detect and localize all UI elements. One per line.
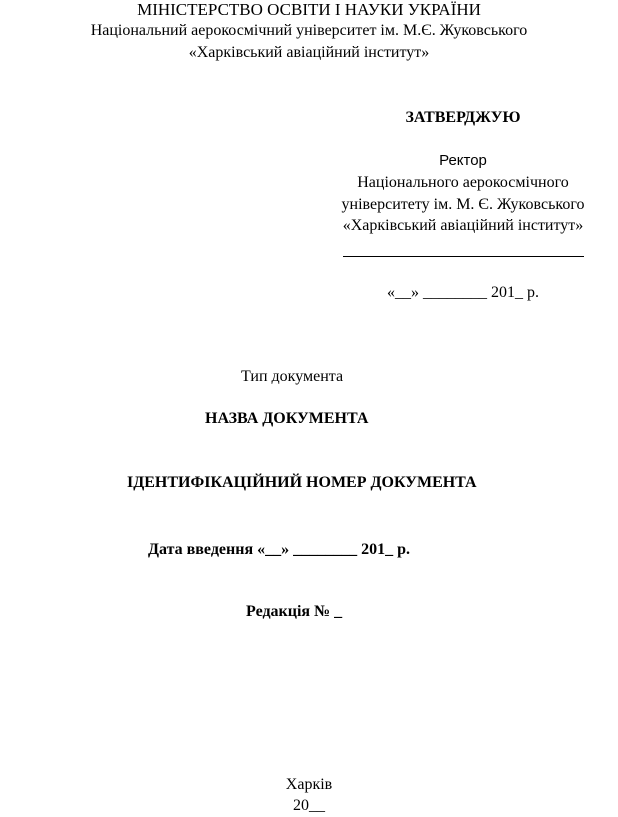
approval-date: «__» ________ 201_ р. bbox=[387, 284, 539, 301]
approval-org-line-2: університету ім. М. Є. Жуковського bbox=[341, 196, 585, 213]
approval-role: Ректор bbox=[439, 152, 487, 169]
approval-org-line-1: Національного аерокосмічного bbox=[357, 174, 569, 191]
document-name: НАЗВА ДОКУМЕНТА bbox=[205, 410, 369, 427]
footer-year: 20__ bbox=[293, 797, 325, 814]
approval-org-line-3: «Харківський авіаційний інститут» bbox=[342, 217, 584, 234]
ministry-heading: МІНІСТЕРСТВО ОСВІТИ І НАУКИ УКРАЇНИ bbox=[137, 0, 481, 19]
document-id: ІДЕНТИФІКАЦІЙНИЙ НОМЕР ДОКУМЕНТА bbox=[127, 474, 477, 491]
approval-title: ЗАТВЕРДЖУЮ bbox=[405, 109, 521, 126]
university-name: Національний аерокосмічний університет ім. М.Є. Жуковського bbox=[90, 22, 528, 39]
introduction-date: Дата введення «__» ________ 201_ р. bbox=[148, 541, 411, 558]
document-type: Тип документа bbox=[241, 368, 344, 385]
signature-line bbox=[343, 256, 584, 257]
footer-city: Харків bbox=[285, 776, 333, 793]
edition-number: Редакція № _ bbox=[246, 603, 343, 620]
institute-name: «Харківський авіаційний інститут» bbox=[188, 44, 430, 61]
